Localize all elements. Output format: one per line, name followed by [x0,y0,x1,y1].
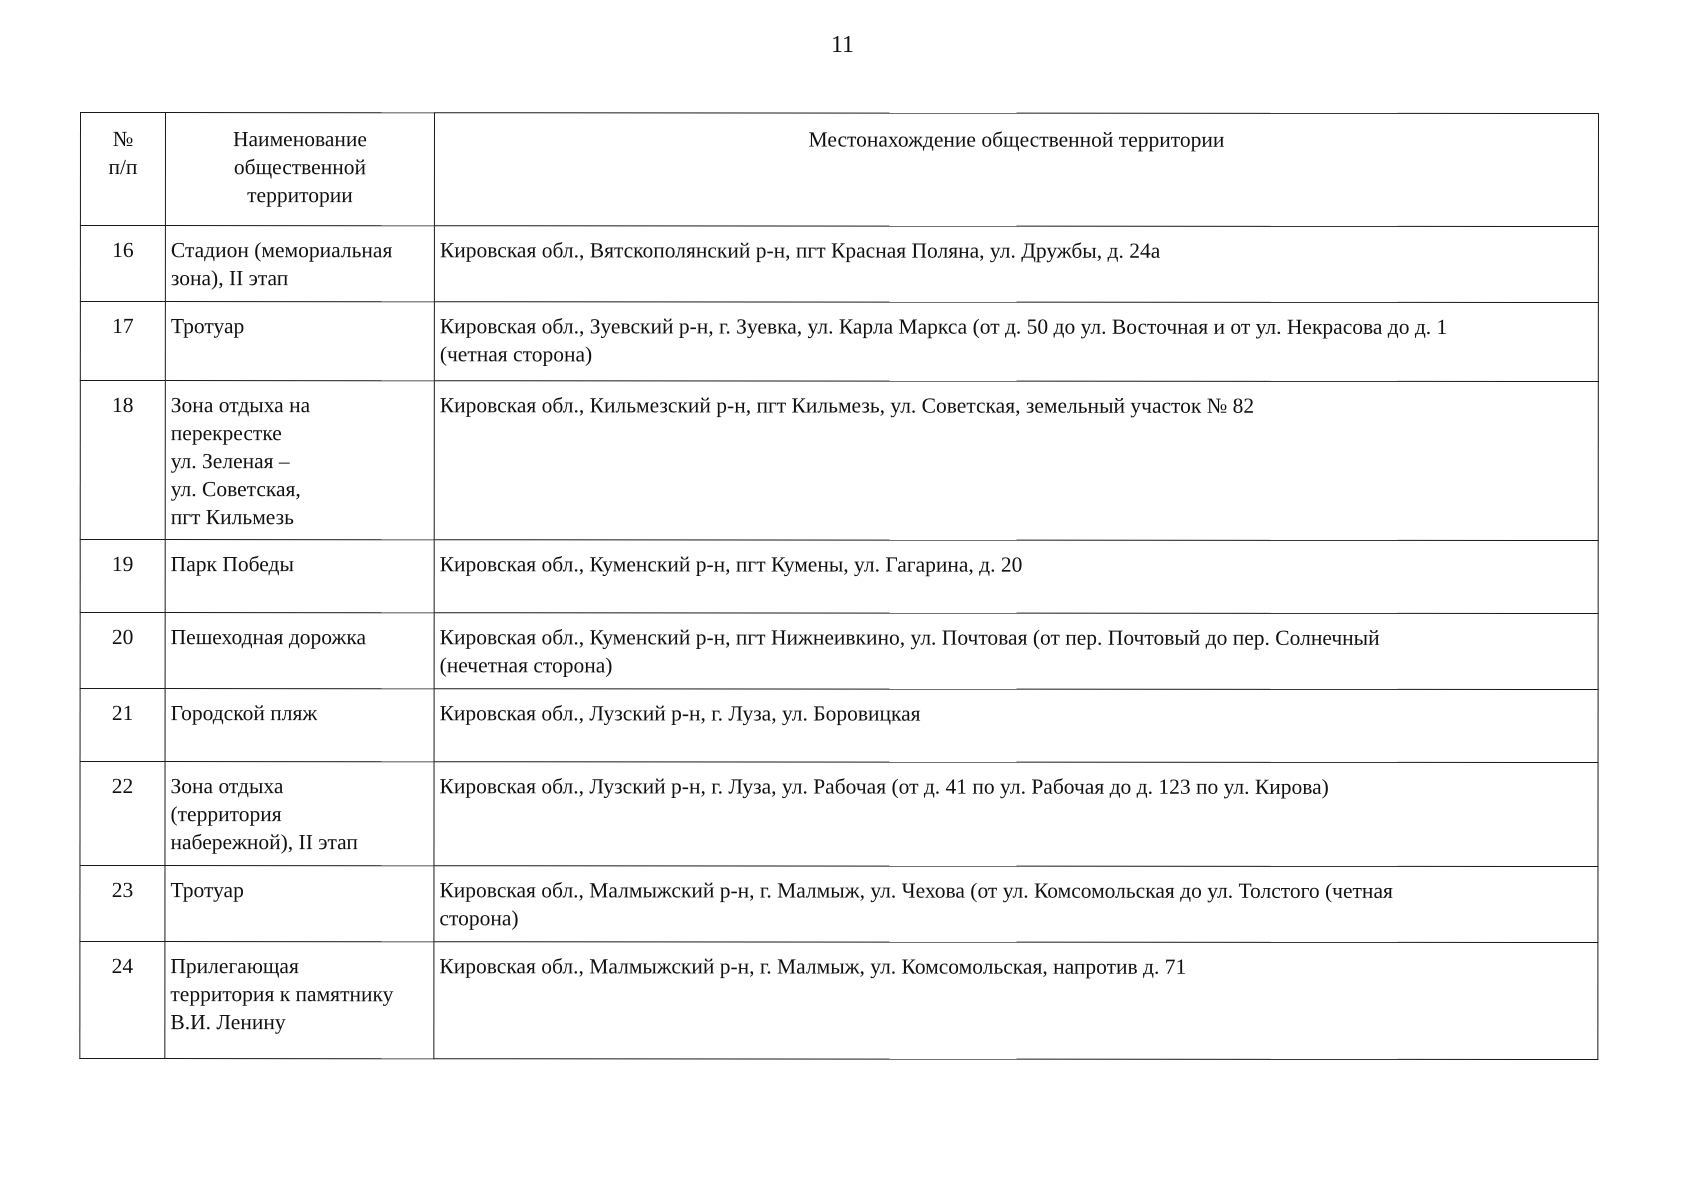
territory-location: Кировская обл., Куменский р-н, пгт Кумены, ул. Гагарина, д. 20 [434,540,1598,614]
territory-name: Парк Победы [165,540,434,613]
territory-location: Кировская обл., Лузский р-н, г. Луза, ул. Боровицкая [434,689,1598,763]
table-row [80,762,1598,867]
public-territories-table [79,112,1599,1060]
row-number: 24 [80,942,165,1059]
row-number: 23 [80,866,165,942]
row-number: 21 [80,689,165,762]
header-territory-name: Наименование общественной территории [165,113,434,226]
territory-location: Кировская обл., Вятскополянский р-н, пгт Красная Поляна, ул. Дружбы, д. 24а [434,226,1598,303]
table-row [80,540,1598,614]
row-number: 16 [80,226,165,302]
row-number: 18 [80,381,165,540]
table-row [80,866,1598,943]
header-territory-location: Местонахождение общественной территории [434,113,1598,227]
territory-name: Зона отдыха (территория набережной), II этап [165,762,434,866]
row-number: 20 [80,613,165,689]
row-number: 22 [80,762,165,866]
territory-name: Городской пляж [165,689,434,762]
territory-location: Кировская обл., Кильмезский р-н, пгт Кильмезь, ул. Советская, земельный участок № 82 [434,381,1598,541]
territory-name: Пешеходная дорожка [165,613,434,689]
table-row [80,689,1598,763]
page-number: 11 [830,32,855,58]
table-header-row [80,113,1598,227]
table-row [80,226,1598,303]
row-number: 19 [80,540,165,613]
territory-name: Зона отдыха на перекрестке ул. Зеленая – ул. Советская, пгт Кильмезь [165,381,434,540]
table-row [80,302,1598,382]
territory-location: Кировская обл., Малмыжский р-н, г. Малмыж, ул. Чехова (от ул. Комсомольская до ул. Толстого (четная сторона) [434,866,1598,943]
territory-name: Стадион (мемориальная зона), II этап [165,226,434,302]
territory-location: Кировская обл., Малмыжский р-н, г. Малмыж, ул. Комсомольская, напротив д. 71 [434,942,1598,1060]
table-row [80,613,1598,690]
table-row [80,381,1598,541]
territory-location: Кировская обл., Куменский р-н, пгт Нижнеивкино, ул. Почтовая (от пер. Почтовый до пер. Солнечный (нечетная сторона) [434,613,1598,690]
territory-location: Кировская обл., Лузский р-н, г. Луза, ул. Рабочая (от д. 41 по ул. Рабочая до д. 123 по ул. Кирова) [434,762,1598,867]
territory-name: Тротуар [165,866,434,942]
header-number: № п/п [80,113,165,226]
territory-location: Кировская обл., Зуевский р-н, г. Зуевка, ул. Карла Маркса (от д. 50 до ул. Восточная и от ул. Некрасова до д. 1 (четная сторона) [434,302,1598,382]
territory-name: Тротуар [165,302,434,381]
row-number: 17 [80,302,165,381]
territory-name: Прилегающая территория к памятнику В.И. Ленину [165,942,434,1059]
table-row [80,942,1598,1060]
